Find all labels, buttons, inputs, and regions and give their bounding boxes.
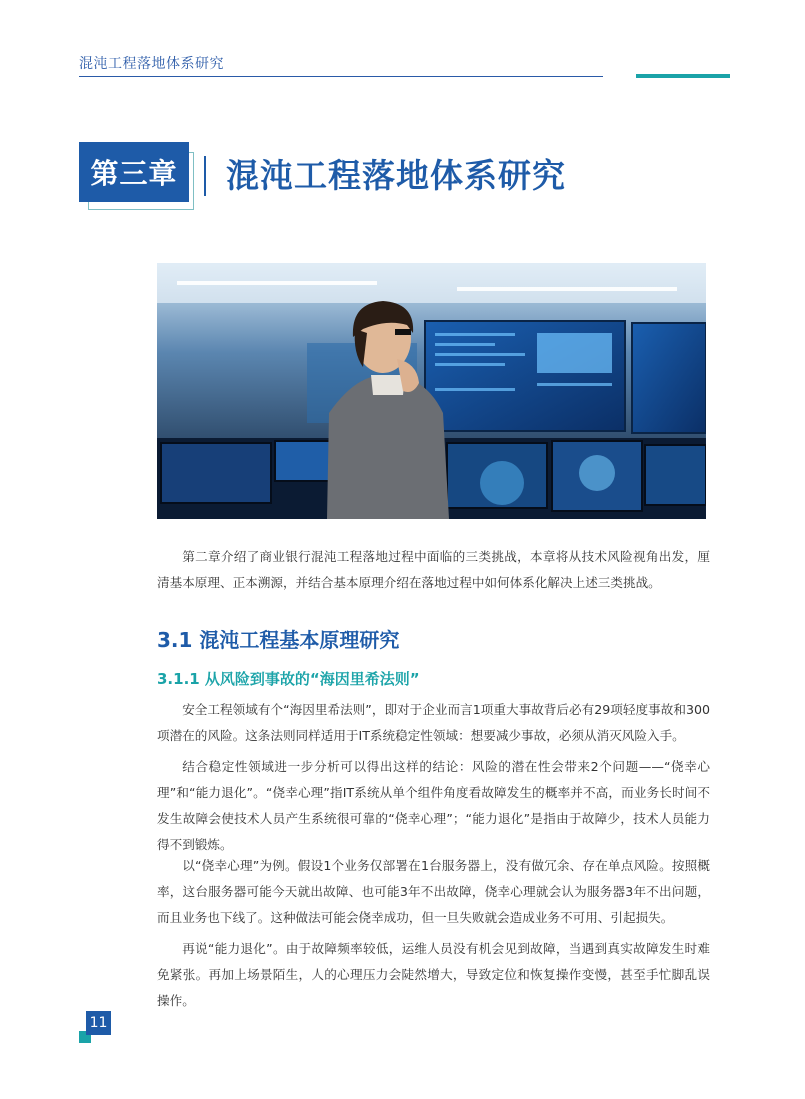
body-paragraph-4: 再说“能力退化”。由于故障频率较低，运维人员没有机会见到故障，当遇到真实故障发生时难免紧张。再加上场景陌生，人的心理压力会陡然增大，导致定位和恢复操作变慢，甚至手忙脚乱误操作。: [157, 941, 710, 1008]
chapter-title: 混沌工程落地体系研究: [226, 156, 566, 195]
page-number: 11: [86, 1011, 111, 1035]
header-rule: [79, 76, 603, 77]
header-accent-bar: [636, 74, 730, 78]
subsection-heading: 3.1.1 从风险到事故的“海因里希法则”: [157, 670, 420, 688]
chapter-label: 第三章: [79, 142, 189, 202]
intro-paragraph: 第二章介绍了商业银行混沌工程落地过程中面临的三类挑战，本章将从技术风险视角出发，厘清基本原理、正本溯源，并结合基本原理介绍在落地过程中如何体系化解决上述三类挑战。: [157, 549, 710, 590]
header-title: 混沌工程落地体系研究: [79, 56, 224, 72]
body-paragraph-3: 以“侥幸心理”为例。假设1个业务仅部署在1台服务器上，没有做冗余、存在单点风险。按照概率，这台服务器可能今天就出故障、也可能3年不出故障，侥幸心理就会认为服务器3年不出问题，而且业务也下线了。这种做法可能会侥幸成功，但一旦失败就会造成业务不可用、引起损失。: [157, 858, 710, 925]
section-heading: 3.1 混沌工程基本原理研究: [157, 628, 400, 652]
body-paragraph-1: 安全工程领域有个“海因里希法则”，即对于企业而言1项重大事故背后必有29项轻度事故和300项潜在的风险。这条法则同样适用于IT系统稳定性领域：想要减少事故，必须从消灭风险入手。: [157, 702, 710, 743]
chapter-divider: [204, 156, 206, 196]
body-paragraph-2: 结合稳定性领域进一步分析可以得出这样的结论：风险的潜在性会带来2个问题——“侥幸心理”和“能力退化”。“侥幸心理”指IT系统从单个组件角度看故障发生的概率并不高，而业务长时间不发生故障会使技术人员产生系统很可靠的“侥幸心理”；“能力退化”是指由于故障少，技术人员能力得不到锻炼。: [157, 759, 710, 852]
hero-image: [157, 263, 706, 519]
